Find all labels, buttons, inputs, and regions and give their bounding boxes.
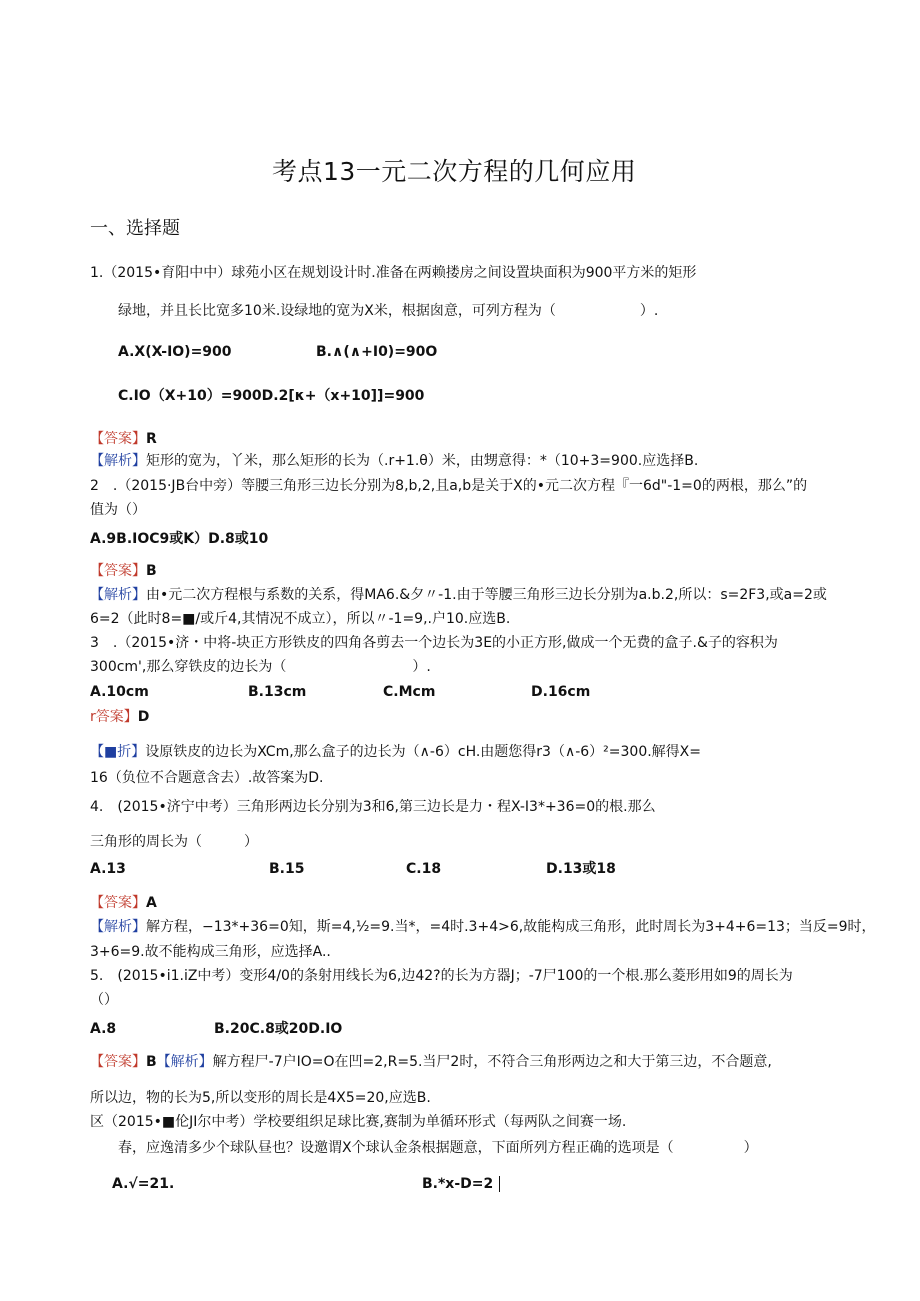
question-3-option-b: B.13cm — [248, 684, 307, 700]
question-4-explanation-line-2: 3+6=9.故不能构成三角形，应选择A.. — [90, 944, 331, 960]
answer-tag: 【答案】 — [90, 431, 146, 447]
answer-tag: r答案】 — [90, 709, 138, 725]
question-4-line-1: 4. (2015•济宁中考）三角形两边长分别为3和6,第三边长是力・程X-I3*+36=0的根.那么 — [90, 799, 656, 815]
explanation-text: 解方程，−13*+36=0知，斯=4,½=9.当*，=4时.3+4>6,故能构成三角形，此时周长为3+4+6=13；当反=9时， — [146, 919, 876, 935]
question-1-explanation — [90, 451, 698, 471]
question-2-explanation-line-2: 6=2（此时8=■/或斤4,其情况不成立），所以〃-1=9,.户10.应选B. — [90, 611, 511, 627]
answer-tag: 【答案】 — [90, 563, 146, 579]
question-5-line-2: （） — [90, 992, 118, 1008]
question-5-answer-explanation-line-1 — [90, 1052, 772, 1072]
question-1-line-2: 绿地，并且长比宽多10米.设绿地的宽为X米，根据囱意，可列方程为（ ）. — [118, 303, 659, 319]
question-6-line-1: 区（2015•■伦JI尔中考）学校要组织足球比赛,赛制为单循环形式（每两队之间赛一场. — [90, 1114, 627, 1130]
answer-value: R — [146, 431, 157, 447]
explanation-tag: 【解析】 — [90, 587, 146, 603]
question-2-answer — [90, 561, 157, 581]
answer-value: D — [137, 709, 150, 725]
answer-tag: 【答案】 — [90, 1054, 146, 1070]
answer-value: B — [146, 563, 157, 579]
question-2-options: A.9B.IOC9或K）D.8或10 — [90, 531, 269, 547]
question-6-line-2: 春，应逸清多少个球队昼也？设邀谓X个球认金条根据题意，下面所列方程正确的选项是（ ） — [118, 1140, 758, 1156]
question-4-option-a: A.13 — [90, 861, 126, 877]
question-5-option-bcd: B.20C.8或20D.IO — [214, 1021, 343, 1037]
question-6-option-a: A.√=21. — [112, 1176, 175, 1192]
explanation-tag: 【解析】 — [90, 919, 146, 935]
question-3-option-d: D.16cm — [531, 684, 591, 700]
question-3-line-2: 300cm',那么穿铁皮的边长为（ ）. — [90, 659, 431, 675]
explanation-text: 矩形的宽为，丫米，那么矩形的长为（.r+1.θ）米，由甥意得：*（10+3=900.应选择B. — [146, 453, 699, 469]
explanation-text: 由•元二次方程根与系数的关系，得MA6.&夕〃-1.由于等腰三角形三边长分别为a.b.2,所以：s=2F3,或a=2或 — [146, 587, 827, 603]
question-2-line-1: 2 .（2015·JB台中旁）等腰三角形三边长分别为8,b,2,且a,b是关于X的•元二次方程『一6d"-1=0的两根，那么”的 — [90, 478, 808, 494]
question-2-explanation-line-1 — [90, 585, 827, 605]
option-b-text: B.*x-D=2 — [422, 1176, 494, 1192]
question-3-option-a: A.10cm — [90, 684, 149, 700]
question-1-option-a: A.X(X-IO)=900 — [118, 344, 232, 360]
question-3-answer — [90, 707, 149, 727]
section-heading: 一、选择题 — [90, 218, 180, 239]
question-1-line-1: 1.（2015•育阳中中）球苑小区在规划设计时.准备在两赖搂房之间设置块面积为900平方米的矩形 — [90, 265, 697, 281]
question-3-explanation-line-1 — [90, 742, 701, 762]
question-4-option-c: C.18 — [406, 861, 442, 877]
explanation-tag: 【解析】 — [90, 453, 146, 469]
question-5-line-1: 5. (2015•i1.iZ中考）变形4/0的条射用线长为6,边42?的长为方器J；-7尸100的一个根.那么菱形用如9的周长为 — [90, 968, 793, 984]
answer-tag: 【答案】 — [90, 895, 146, 911]
question-4-line-2: 三角形的周长为（ ） — [90, 834, 258, 850]
question-6-option-b — [422, 1174, 500, 1194]
question-3-option-c: C.Mcm — [383, 684, 436, 700]
question-3-explanation-line-2: 16（负位不合题意含去）.故答案为D. — [90, 770, 324, 786]
question-5-option-a: A.8 — [90, 1021, 117, 1037]
question-5-explanation-line-2: 所以边，物的长为5,所以变形的周长是4X5=20,应选B. — [90, 1090, 431, 1106]
question-4-explanation-line-1 — [90, 917, 876, 937]
explanation-tag: 【■折】 — [90, 744, 146, 760]
text-cursor — [499, 1176, 500, 1192]
page-title: 考点13一元二次方程的几何应用 — [272, 157, 637, 186]
explanation-text: 解方程尸-7户IO=O在凹=2,R=5.当尸2时，不符合三角形两边之和大于第三边，不合题意, — [212, 1054, 772, 1070]
question-1-answer — [90, 429, 157, 449]
question-1-option-cd: C.IO（X+10）=900D.2[κ+（x+10]]=900 — [118, 388, 425, 404]
answer-value: A — [146, 895, 157, 911]
answer-value: B — [146, 1054, 157, 1070]
explanation-text: 设原铁皮的边长为XCm,那么盒子的边长为（∧-6）cH.由题您得r3（∧-6）²=300.解得X= — [145, 744, 702, 760]
question-3-line-1: 3 .（2015•济・中将-块正方形铁皮的四角各剪去一个边长为3E的小正方形,做成一个无费的盒子.&子的容积为 — [90, 635, 778, 651]
question-4-answer — [90, 893, 157, 913]
question-2-line-2: 值为（） — [90, 502, 146, 518]
question-4-option-b: B.15 — [269, 861, 305, 877]
question-1-option-b: B.∧(∧+I0)=90O — [316, 344, 438, 360]
explanation-tag: 【解析】 — [156, 1054, 213, 1070]
question-4-option-d: D.13或18 — [546, 861, 616, 877]
